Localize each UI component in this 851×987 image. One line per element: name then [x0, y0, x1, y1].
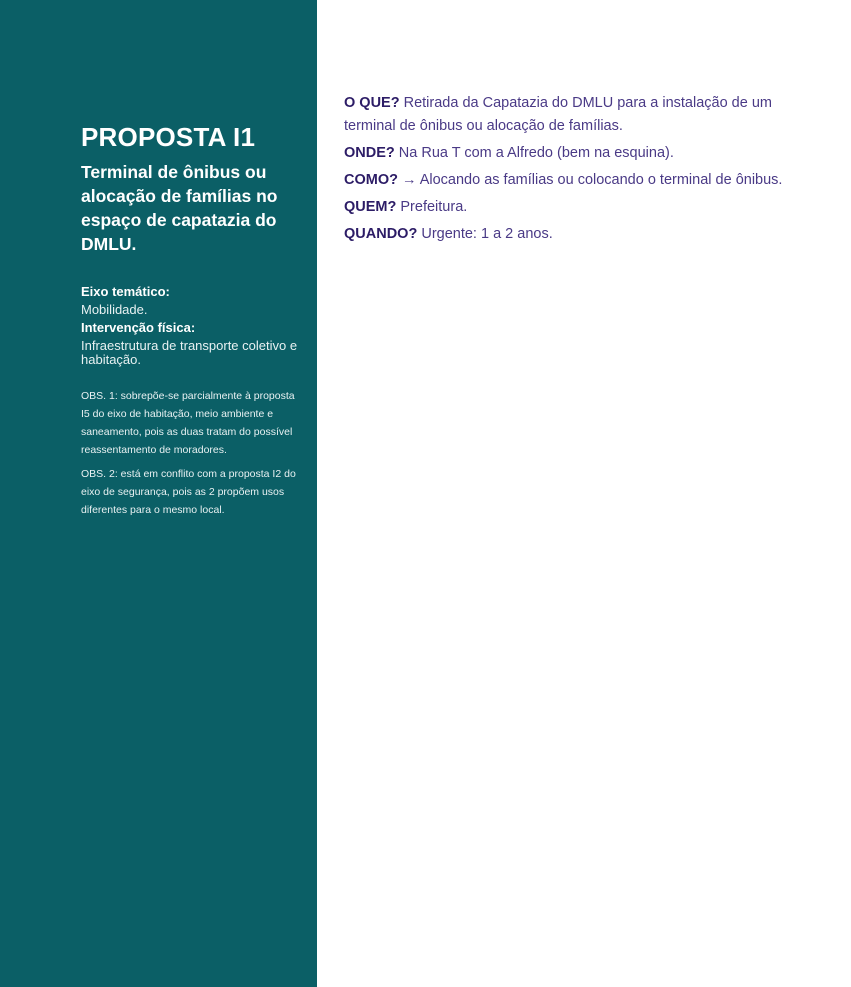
- main-content: [344, 92, 814, 250]
- quando-text: Urgente: 1 a 2 anos.: [417, 226, 553, 242]
- obs-1: OBS. 1: sobrepõe-se parcialmente à proposta I5 do eixo de habitação, meio ambiente e saneamento, pois as duas tratam do possível reassentamento de moradores.: [81, 390, 295, 456]
- intervencao-value: Infraestrutura de transporte coletivo e habitação.: [81, 338, 298, 367]
- onde-text: Na Rua T com a Alfredo (bem na esquina).: [394, 145, 674, 161]
- eixo-value: Mobilidade.: [81, 302, 148, 317]
- meta-block: [81, 283, 306, 367]
- quem-label: QUEM?: [344, 199, 397, 215]
- observations: [81, 387, 303, 519]
- sidebar-panel: [0, 0, 317, 987]
- onde-line: [344, 142, 814, 165]
- onde-label: ONDE?: [344, 145, 395, 161]
- quando-label: QUANDO?: [344, 226, 418, 242]
- proposal-title: PROPOSTA I1: [81, 122, 256, 152]
- quem-line: [344, 196, 814, 219]
- quando-line: [344, 223, 814, 246]
- proposal-subtitle: Terminal de ônibus ou alocação de famílias no espaço de capatazia do DMLU.: [81, 162, 278, 254]
- quem-text: Prefeitura.: [396, 199, 468, 215]
- o-que-line: [344, 92, 814, 138]
- como-line: [344, 169, 814, 192]
- intervencao-label: Intervenção física:: [81, 320, 196, 335]
- o-que-text: Retirada da Capatazia do DMLU para a instalação de um terminal de ônibus ou alocação de famílias.: [344, 95, 772, 134]
- sidebar-content: [81, 121, 306, 525]
- obs-2: OBS. 2: está em conflito com a proposta I2 do eixo de segurança, pois as 2 propõem usos diferentes para o mesmo local.: [81, 468, 296, 516]
- como-text: → Alocando as famílias ou colocando o terminal de ônibus.: [397, 172, 783, 188]
- como-label: COMO?: [344, 172, 398, 188]
- eixo-label: Eixo temático:: [81, 284, 170, 299]
- o-que-label: O QUE?: [344, 95, 400, 111]
